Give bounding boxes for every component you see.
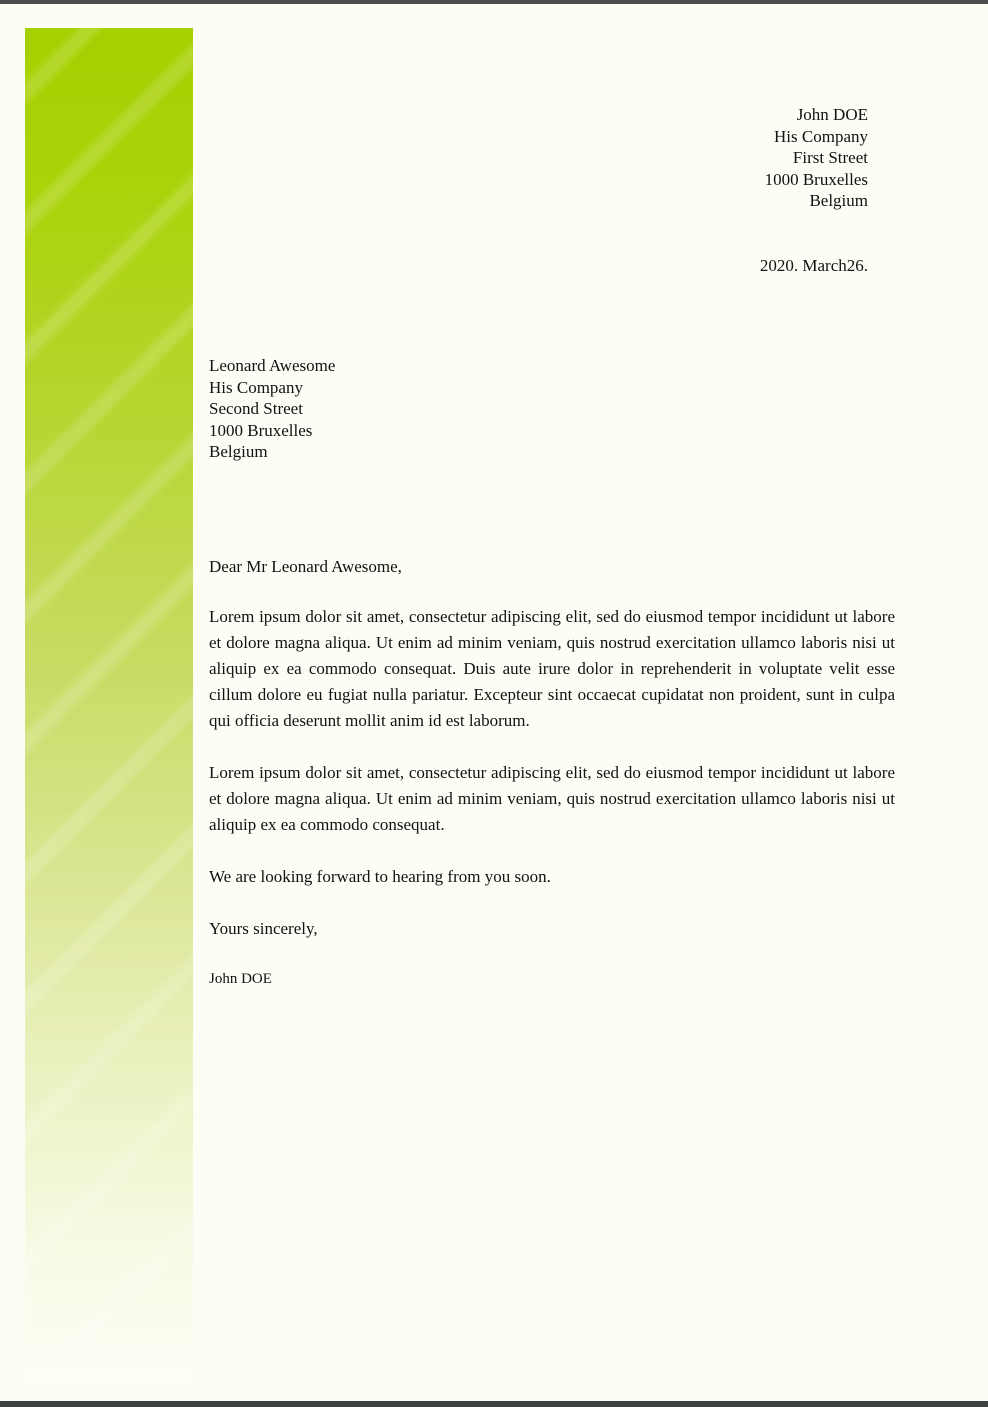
sender-city: 1000 Bruxelles (764, 169, 868, 189)
bottom-border-bar (0, 1401, 988, 1407)
recipient-city: 1000 Bruxelles (209, 420, 313, 440)
recipient-address-block (209, 355, 895, 463)
recipient-street: Second Street (209, 399, 303, 418)
recipient-country: Belgium (209, 442, 268, 461)
sender-street: First Street (792, 148, 868, 167)
letter-content (209, 0, 895, 990)
recipient-name: Leonard Awesome (209, 356, 336, 375)
body-paragraph-1: Lorem ipsum dolor sit amet, consectetur adipiscing elit, sed do eiusmod tempor incididunt ut labore et dolore magna aliqua. Ut enim ad minim veniam, quis nostrud exercitation ullamco laboris nisi ut aliquip ex ea commodo consequat. Duis aute irure dolor in reprehenderit in voluptate velit esse cillum dolore eu fugiat nulla pariatur. Excepteur sint occaecat cupidatat non proident, sunt in culpa qui officia deserunt mollit anim id est laborum. (209, 607, 895, 730)
signature-name: John DOE (209, 971, 272, 987)
closing-phrase: Yours sincerely, (209, 919, 318, 938)
salutation: Dear Mr Leonard Awesome, (209, 556, 402, 576)
sender-address-block (209, 104, 895, 212)
sender-country: Belgium (809, 191, 868, 210)
recipient-company: His Company (209, 377, 303, 397)
sender-company: His Company (774, 126, 868, 146)
sender-name: John DOE (796, 105, 868, 124)
body-paragraph-2: Lorem ipsum dolor sit amet, consectetur adipiscing elit, sed do eiusmod tempor incididunt ut labore et dolore magna aliqua. Ut enim ad minim veniam, quis nostrud exercitation ullamco laboris nisi ut aliquip ex ea commodo consequat. (209, 763, 895, 834)
body-paragraph-3: We are looking forward to hearing from you soon. (209, 867, 551, 886)
letter-date: 2020. March26. (759, 255, 868, 275)
green-gradient-sidebar (25, 28, 193, 1380)
